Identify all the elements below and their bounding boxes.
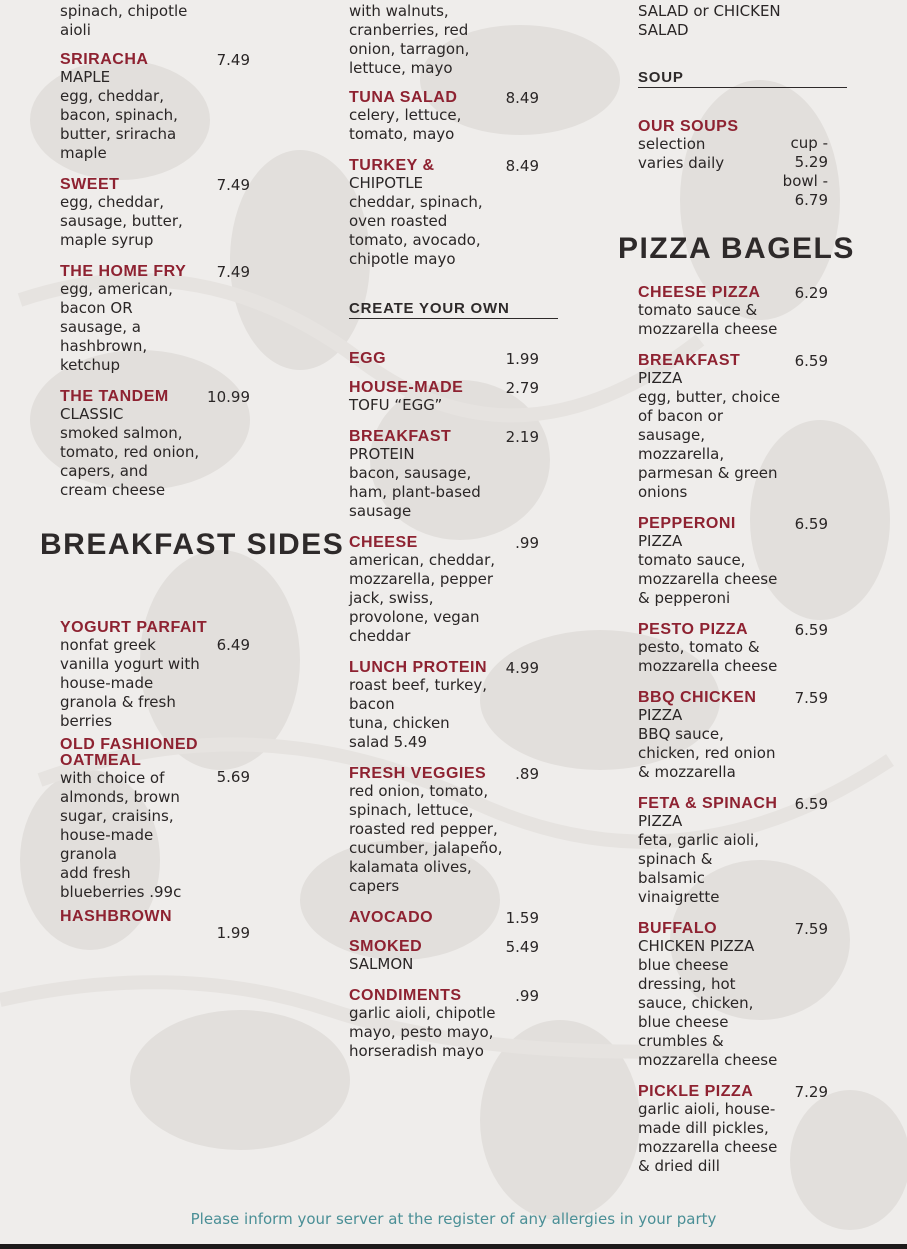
item-price: 7.49 [216, 263, 250, 281]
item-price: 1.99 [505, 350, 539, 368]
item-price: 8.49 [505, 157, 539, 175]
menu-item-egg [349, 350, 539, 367]
item-subname: TOFU “EGG” [349, 396, 443, 414]
menu-item-our-soups [638, 118, 828, 209]
item-subname: PIZZA [638, 369, 683, 387]
item-description: egg, butter, choice of bacon or sausage, mozzarella, parmesan & green onions [638, 388, 781, 501]
item-name: BUFFALO [638, 920, 718, 937]
item-subname: PIZZA [638, 706, 683, 724]
menu-item-tuna-salad [349, 89, 539, 144]
menu-item-lunch-protein [349, 659, 539, 752]
item-name: BBQ CHICKEN [638, 689, 757, 706]
menu-item-hashbrown [60, 908, 250, 942]
item-price: 6.49 [216, 636, 250, 654]
item-price: 5.69 [216, 768, 250, 786]
menu-item-fresh-veggies [349, 765, 539, 896]
item-description: red onion, tomato, spinach, lettuce, roasted red pepper, cucumber, jalapeño, kalamata olives, capers [349, 782, 503, 895]
item-name: SWEET [60, 176, 120, 193]
menu-item-smoked-salmon [349, 938, 539, 974]
item-description: feta, garlic aioli, spinach & balsamic vinaigrette [638, 831, 759, 906]
item-price: .89 [515, 765, 539, 783]
menu-item-pickle-pizza [638, 1083, 828, 1176]
item-name: CONDIMENTS [349, 987, 462, 1004]
item-description: nonfat greek vanilla yogurt with house-made granola & fresh berries [60, 636, 200, 730]
item-price: 6.29 [794, 284, 828, 302]
item-name: FRESH VEGGIES [349, 765, 487, 782]
item-price: 6.59 [794, 352, 828, 370]
col3-top-text: SALAD or CHICKEN SALAD [638, 2, 781, 39]
item-subname: PIZZA [638, 812, 683, 830]
menu-item-sriracha [60, 51, 250, 163]
item-description: egg, cheddar, bacon, spinach, butter, sriracha maple [60, 87, 178, 162]
menu-item-home-fry [60, 263, 250, 375]
item-name: LUNCH PROTEIN [349, 659, 488, 676]
item-name: BREAKFAST [349, 428, 452, 445]
item-price: .99 [515, 987, 539, 1005]
item-name: YOGURT PARFAIT [60, 619, 208, 636]
menu-item-turkey-chipotle [349, 157, 539, 269]
item-price: 5.49 [505, 938, 539, 956]
item-price: 7.49 [216, 51, 250, 69]
menu-item-sweet [60, 176, 250, 250]
item-name: THE TANDEM [60, 388, 169, 405]
item-subname: CHICKEN PIZZA [638, 937, 755, 955]
col2-top-text: with walnuts, cranberries, red onion, tarragon, lettuce, mayo [349, 2, 470, 77]
menu-item-cheese-pizza [638, 284, 828, 339]
item-description: blue cheese dressing, hot sauce, chicken, blue cheese crumbles & mozzarella cheese [638, 956, 778, 1069]
item-name: CHEESE PIZZA [638, 284, 761, 301]
item-name: HASHBROWN [60, 908, 173, 925]
item-name: OLD FASHIONED OATMEAL [60, 736, 199, 769]
item-description: garlic aioli, chipotle mayo, pesto mayo, horseradish mayo [349, 1004, 496, 1060]
item-description: with choice of almonds, brown sugar, craisins, house-made granola add fresh blueberries .99c [60, 769, 182, 901]
item-name: BREAKFAST [638, 352, 741, 369]
item-subname: SALMON [349, 955, 414, 973]
item-name: TUNA SALAD [349, 89, 458, 106]
item-description: garlic aioli, house- made dill pickles, mozzarella cheese & dried dill [638, 1100, 778, 1175]
item-description: tomato sauce, mozzarella cheese & pepperoni [638, 551, 778, 607]
item-price: 1.99 [216, 924, 250, 942]
item-price: 7.59 [794, 920, 828, 938]
allergy-notice: Please inform your server at the register of any allergies in your party [190, 1210, 717, 1228]
menu-item-breakfast-protein [349, 428, 539, 521]
item-subname: PROTEIN [349, 445, 415, 463]
item-description: pesto, tomato & mozzarella cheese [638, 638, 778, 675]
item-name: SRIRACHA [60, 51, 149, 68]
item-subname: PIZZA [638, 532, 683, 550]
item-description: bacon, sausage, ham, plant-based sausage [349, 464, 481, 520]
item-name: PESTO PIZZA [638, 621, 749, 638]
item-price: 6.59 [794, 515, 828, 533]
item-price: 8.49 [505, 89, 539, 107]
item-description: BBQ sauce, chicken, red onion & mozzarella [638, 725, 776, 781]
menu-item-bbq-chicken-pizza [638, 689, 828, 782]
item-price: 6.59 [794, 795, 828, 813]
item-name: EGG [349, 350, 387, 367]
breakfast-sides-heading: BREAKFAST SIDES [40, 528, 345, 561]
menu-item-pepperoni-pizza [638, 515, 828, 608]
menu-item-avocado [349, 909, 539, 926]
item-name: CHEESE [349, 534, 418, 551]
item-price: cup - 5.29 bowl - 6.79 [782, 134, 828, 209]
item-name: SMOKED [349, 938, 423, 955]
menu-item-tofu-egg [349, 379, 539, 415]
item-subname: CHIPOTLE [349, 174, 424, 192]
item-price: 1.59 [505, 909, 539, 927]
item-price: .99 [515, 534, 539, 552]
item-description: american, cheddar, mozzarella, pepper jack, swiss, provolone, vegan cheddar [349, 551, 496, 645]
pizza-bagels-heading: PIZZA BAGELS [618, 232, 855, 265]
item-subname: MAPLE [60, 68, 111, 86]
item-price: 2.79 [505, 379, 539, 397]
item-description: egg, cheddar, sausage, butter, maple syrup [60, 193, 183, 249]
item-name: AVOCADO [349, 909, 434, 926]
item-price: 10.99 [207, 388, 250, 406]
menu-item-breakfast-pizza [638, 352, 828, 502]
menu-item-cheese [349, 534, 539, 646]
item-name: FETA & SPINACH [638, 795, 778, 812]
item-description: celery, lettuce, tomato, mayo [349, 106, 462, 143]
item-description: egg, american, bacon OR sausage, a hashbrown, ketchup [60, 280, 173, 374]
item-description: roast beef, turkey, bacon tuna, chicken salad 5.49 [349, 676, 488, 751]
menu-item-pesto-pizza [638, 621, 828, 676]
soup-heading: SOUP [638, 69, 847, 88]
item-description: cheddar, spinach, oven roasted tomato, avocado, chipotle mayo [349, 193, 483, 268]
item-price: 4.99 [505, 659, 539, 677]
menu-item-condiments [349, 987, 539, 1061]
menu-item-oatmeal [60, 737, 250, 902]
create-your-own-heading: CREATE YOUR OWN [349, 300, 558, 319]
item-name: PEPPERONI [638, 515, 736, 532]
menu-item-tandem [60, 388, 250, 500]
bottom-bar [0, 1244, 907, 1249]
item-name: TURKEY & [349, 157, 435, 174]
item-price: 7.29 [794, 1083, 828, 1101]
item-name: HOUSE-MADE [349, 379, 464, 396]
item-name: THE HOME FRY [60, 263, 187, 280]
menu-item-feta-spinach-pizza [638, 795, 828, 907]
item-name: PICKLE PIZZA [638, 1083, 754, 1100]
item-price: 7.49 [216, 176, 250, 194]
item-price: 6.59 [794, 621, 828, 639]
item-name: OUR SOUPS [638, 118, 739, 135]
menu-item-yogurt-parfait [60, 619, 250, 731]
menu-item-buffalo-chicken-pizza [638, 920, 828, 1070]
item-subname: CLASSIC [60, 405, 124, 423]
item-price: 7.59 [794, 689, 828, 707]
item-description: smoked salmon, tomato, red onion, capers, and cream cheese [60, 424, 200, 499]
item-description: tomato sauce & mozzarella cheese [638, 301, 778, 338]
col1-top-text: spinach, chipotle aioli [60, 2, 188, 39]
item-description: selection varies daily [638, 135, 725, 172]
item-price: 2.19 [505, 428, 539, 446]
